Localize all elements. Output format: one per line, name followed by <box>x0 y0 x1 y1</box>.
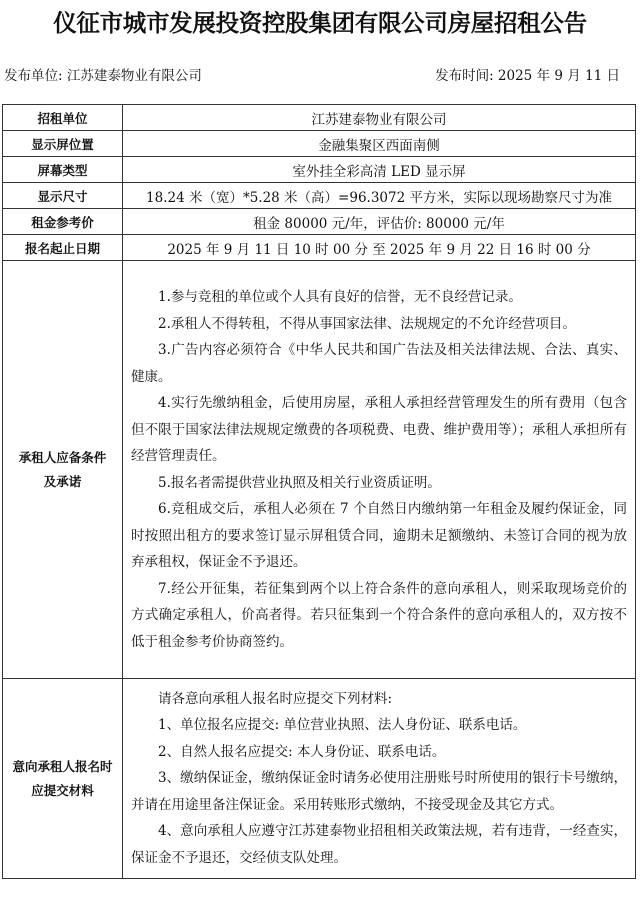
notice-table <box>2 104 636 879</box>
table-row <box>3 131 636 157</box>
materials-label-line1: 意向承租人报名时 <box>12 758 113 774</box>
conditions-label-line2: 及承诺 <box>43 473 82 489</box>
material-item: 4、意向承租人应遵守江苏建泰物业招租相关政策法规，若有违背，一经查实，保证金不予退还，交经侦支队处理。 <box>131 823 627 866</box>
row-label: 租金参考价 <box>3 209 123 235</box>
condition-item: 3.广告内容必须符合《中华人民共和国广告法及相关法律法规、合法、真实、健康。 <box>131 342 627 385</box>
publish-time: 发布时间: 2025 年 9 月 11 日 <box>435 68 620 84</box>
row-label: 显示尺寸 <box>3 183 123 209</box>
condition-item: 1.参与竞租的单位或个人具有良好的信誉，无不良经营记录。 <box>158 289 522 305</box>
condition-item: 2.承租人不得转租，不得从事国家法律、法规规定的不允许经营项目。 <box>158 315 576 332</box>
materials-label-line2: 应提交材料 <box>31 782 94 798</box>
row-value: 金融集聚区西面南侧 <box>123 131 636 157</box>
material-item: 1、单位报名应提交: 单位营业执照、法人身份证、联系电话。 <box>158 717 527 734</box>
row-label: 招租单位 <box>3 105 123 131</box>
table-row <box>3 183 636 209</box>
conditions-row <box>3 261 636 679</box>
materials-row <box>3 679 636 879</box>
conditions-content <box>123 261 636 679</box>
row-value: 室外挂全彩高清 LED 显示屏 <box>123 157 636 183</box>
materials-label <box>3 679 123 879</box>
row-value: 18.24 米（宽）*5.28 米（高）=96.3072 平方米，实际以现场勘察尺寸为准 <box>123 183 636 209</box>
condition-item: 7.经公开征集，若征集到两个以上符合条件的意向承租人，则采取现场竞价的方式确定承租人，价高者得。若只征集到一个符合条件的意向承租人的，双方按不低于租金参考价协商签约。 <box>131 580 627 650</box>
publisher: 发布单位: 江苏建泰物业有限公司 <box>4 68 202 84</box>
table-row <box>3 235 636 261</box>
condition-item: 4.实行先缴纳租金，后使用房屋，承租人承担经营管理发生的所有费用（包含但不限于国家法律法规规定缴费的各项税费、电费、维护费用等）；承租人承担所有经营管理责任。 <box>131 395 627 464</box>
condition-item: 5.报名者需提供营业执照及相关行业资质证明。 <box>158 474 441 491</box>
materials-content <box>123 679 636 879</box>
material-item: 2、自然人报名应提交: 本人身份证、联系电话。 <box>158 743 446 760</box>
table-row <box>3 105 636 131</box>
notice-title: 仪征市城市发展投资控股集团有限公司房屋招租公告 <box>53 9 587 37</box>
row-label: 屏幕类型 <box>3 157 123 183</box>
row-value: 租金 80000 元/年，评估价: 80000 元/年 <box>123 209 636 235</box>
row-value: 江苏建泰物业有限公司 <box>123 105 636 131</box>
condition-item: 6.竞租成交后，承租人必须在 7 个自然日内缴纳第一年租金及履约保证金，同时按照出租方的要求签订显示屏租赁合同，逾期未足额缴纳、未签订合同的视为放弃承租权，保证金不予退还。 <box>131 501 627 570</box>
material-item: 3、缴纳保证金，缴纳保证金时请务必使用注册账号时所使用的银行卡号缴纳，并请在用途里备注保证金。采用转账形式缴纳，不接受现金及其它方式。 <box>131 770 627 813</box>
conditions-label-line1: 承租人应备条件 <box>18 449 107 465</box>
materials-intro: 请各意向承租人报名时应提交下列材料: <box>158 690 393 707</box>
conditions-label <box>3 261 123 679</box>
table-row <box>3 209 636 235</box>
row-value: 2025 年 9 月 11 日 10 时 00 分 至 2025 年 9 月 22 日 16 时 00 分 <box>123 235 636 261</box>
table-row <box>3 157 636 183</box>
row-label: 报名起止日期 <box>3 235 123 261</box>
row-label: 显示屏位置 <box>3 131 123 157</box>
